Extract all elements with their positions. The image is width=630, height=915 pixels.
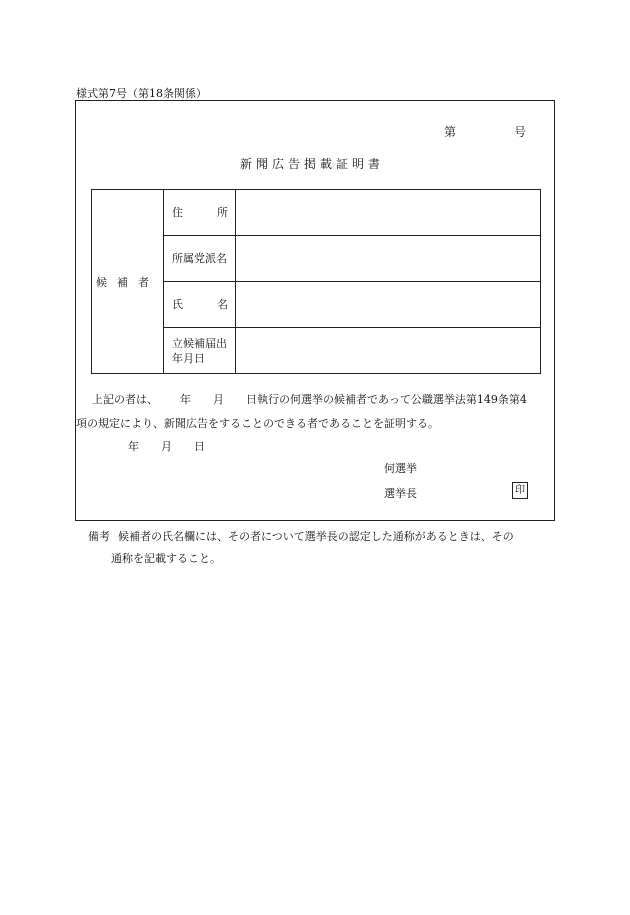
address-label: 住 所 — [164, 190, 236, 236]
address-field[interactable] — [236, 190, 541, 236]
seal-stamp: 印 — [512, 482, 528, 499]
issue-date-line: 年 月 日 — [128, 440, 205, 453]
note-line2: 通称を記載すること。 — [111, 552, 221, 565]
number-go: 号 — [514, 125, 527, 139]
document-title: 新聞広告掲載証明書 — [240, 157, 385, 171]
filing-date-label: 立候補届出 年月日 — [164, 328, 236, 374]
note-line1: 備考 候補者の氏名欄には、その者について選挙長の認定した通称があるときは、その — [88, 530, 514, 543]
document-number-line — [444, 123, 526, 140]
election-name: 何選挙 — [384, 462, 417, 475]
party-field[interactable] — [236, 236, 541, 282]
filing-date-field[interactable] — [236, 328, 541, 374]
candidate-table — [91, 189, 541, 374]
certification-text-line2: 項の規定により、新聞広告をすることのできる者であることを証明する。 — [76, 417, 439, 430]
party-label: 所属党派名 — [164, 236, 236, 282]
number-dai: 第 — [444, 125, 457, 139]
chairman-title: 選挙長 — [384, 487, 417, 500]
name-label: 氏 名 — [164, 282, 236, 328]
form-label: 様式第7号（第18条関係） — [76, 87, 207, 100]
candidate-group-header: 候補者 — [92, 190, 164, 374]
table-row — [92, 190, 541, 236]
certification-text-line1: 上記の者は、 年 月 日執行の何選挙の候補者であって公職選挙法第149条第4 — [92, 393, 527, 406]
note-heading: 備考 — [88, 530, 110, 543]
name-field[interactable] — [236, 282, 541, 328]
